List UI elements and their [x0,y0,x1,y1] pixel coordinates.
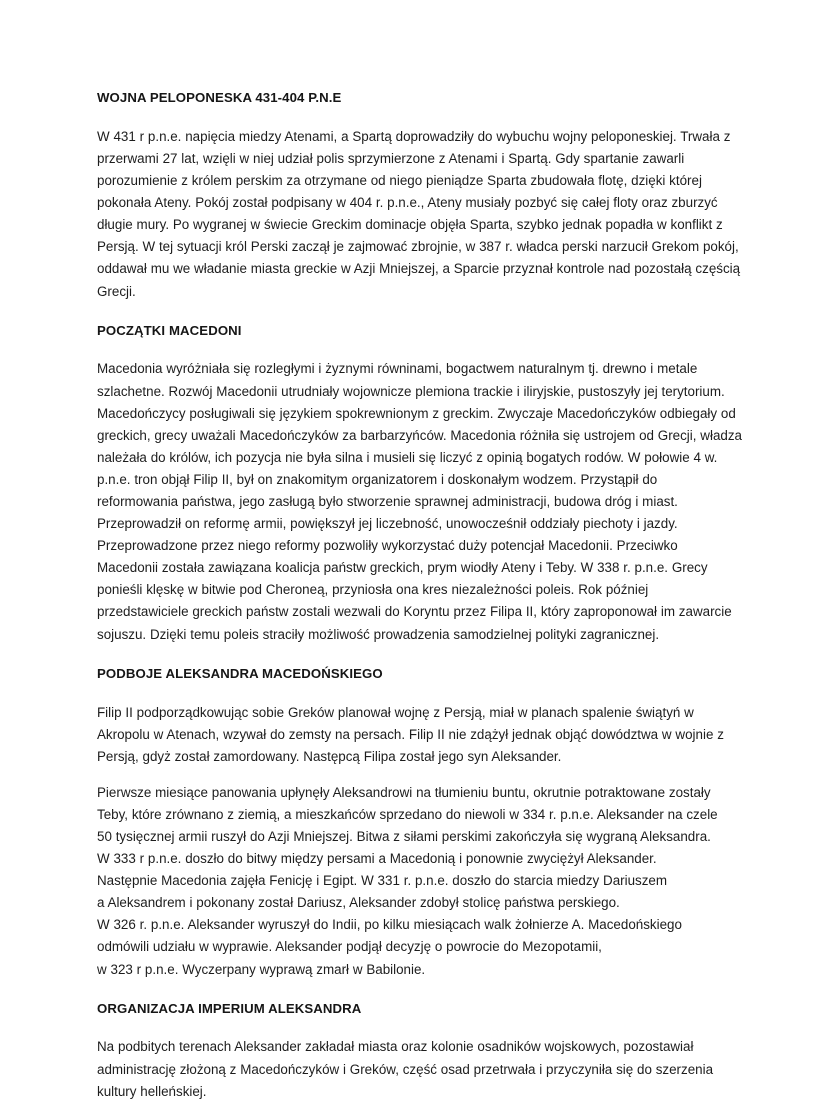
paragraph-filip-ii: Filip II podporządkowując sobie Greków planował wojnę z Persją, miał w planach spalenie świątyń w Akropolu w Atenach, wzywał do zemsty na persach. Filip II nie zdążył jednak objąć dowództwa w wojnie z Persją, gdyż został zamordowany. Następcą Filipa został jego syn Aleksander. [97,704,724,764]
spacer [97,1016,742,1036]
section-heading-podboje-aleksandra: PODBOJE ALEKSANDRA MACEDOŃSKIEGO [97,665,383,681]
spacer [97,646,742,666]
document-body [97,90,742,1103]
spacer [97,768,742,782]
section-heading-organizacja-imperium: ORGANIZACJA IMPERIUM ALEKSANDRA [97,1000,362,1016]
section-heading-poczatki-macedoni: POCZĄTKI MACEDONI [97,322,242,338]
spacer [97,106,742,126]
spacer [97,303,742,323]
spacer [97,682,742,702]
paragraph-organizacja-imperium: Na podbitych terenach Aleksander zakładał miasta oraz kolonie osadników wojskowych, pozostawiał administrację złożoną z Macedończyków i Greków, część osad przetrwała i przyczyniła się do szerzenia kultury helleńskiej. [97,1039,714,1099]
section-heading-wojna-peloponeska: WOJNA PELOPONESKA 431-404 P.N.E [97,90,342,105]
spacer [97,981,742,1001]
spacer [97,338,742,358]
paragraph-poczatki-macedoni: Macedonia wyróżniała się rozległymi i żyznymi równinami, bogactwem naturalnym tj. drewno i metale szlachetne. Rozwój Macedonii utrudniały wojownicze plemiona trackie i iliryjskie, pustoszyły jej terytorium. Macedończycy posługiwali się językiem spokrewnionym z greckim. Zwyczaje Macedończyków odbiegały od greckich, grecy uważali Macedończyków za barbarzyńców. Macedonia różniła się ustrojem od Grecji, władza należała do królów, ich pozycja nie była silna i musieli się liczyć z opinią bogatych rodów. W połowie 4 w. p.n.e. tron objął Filip II, był on znakomitym organizatorem i doskonałym wodzem. Przystąpił do reformowania państwa, jego zasługą było stworzenie sprawnej administracji, budowa dróg i miast. Przeprowadził on reformę armii, powiększył jej liczebność, unowocześnił oddziały piechoty i jazdy. Przeprowadzone przez niego reformy pozwoliły wykorzystać duży potencjał Macedonii. Przeciwko Macedonii została zawiązana koalicja państw greckich, prym wiodły Ateny i Teby. W 338 r. p.n.e. Grecy ponieśli klęskę w bitwie pod Cheroneą, przyniosła ona kres niezależności poleis. Rok później przedstawiciele greckich państw zostali wezwali do Koryntu przez Filipa II, który zaproponował im zawarcie sojuszu. Dzięki temu poleis straciły możliwość prowadzenia samodzielnej polityki zagranicznej. [97,361,742,642]
paragraph-aleksander-podboje: Pierwsze miesiące panowania upłynęły Aleksandrowi na tłumieniu buntu, okrutnie potraktowane zostały Teby, które zrównano z ziemią, a mieszkańców sprzedano do niewoli w 334 r. p.n.e. Aleksander na czele 50 tysięcznej armii ruszył do Azji Mniejszej. Bitwa z siłami perskimi zakończyła się wygraną Aleksandra. W 333 r p.n.e. doszło do bitwy między persami a Macedonią i ponownie zwyciężył Aleksander. Następnie Macedonia zajęła Fenicję i Egipt. W 331 r. p.n.e. doszło do starcia miedzy Dariuszem a Aleksandrem i pokonany został Dariusz, Aleksander zdobył stolicę państwa perskiego. W 326 r. p.n.e. Aleksander wyruszył do Indii, po kilku miesiącach walk żołnierze A. Macedońskiego odmówili udziału w wyprawie. Aleksander podjął decyzję o powrocie do Mezopotamii, w 323 r p.n.e. Wyczerpany wyprawą zmarł w Babilonie. [97,784,718,977]
paragraph-wojna-peloponeska: W 431 r p.n.e. napięcia miedzy Atenami, a Spartą doprowadziły do wybuchu wojny peloponeskiej. Trwała z przerwami 27 lat, wzięli w niej udział polis sprzymierzone z Atenami i Spartą. Gdy spartanie zawarli porozumienie z królem perskim za otrzymane od niego pieniądze Sparta zbudowała flotę, dzięki której pokonała Ateny. Pokój został podpisany w 404 r. p.n.e., Ateny musiały pozbyć się całej floty oraz zburzyć długie mury. Po wygranej w świecie Greckim dominacje objęła Sparta, szybko jednak popadła w konflikt z Persją. W tej sytuacji król Perski zaczął je zajmować zbrojnie, w 387 r. władca perski narzucił Grekom pokój, oddawał mu we władanie miasta greckie w Azji Mniejszej, a Sparcie przyznał kontrole nad pozostałą częścią Grecji. [97,128,741,299]
